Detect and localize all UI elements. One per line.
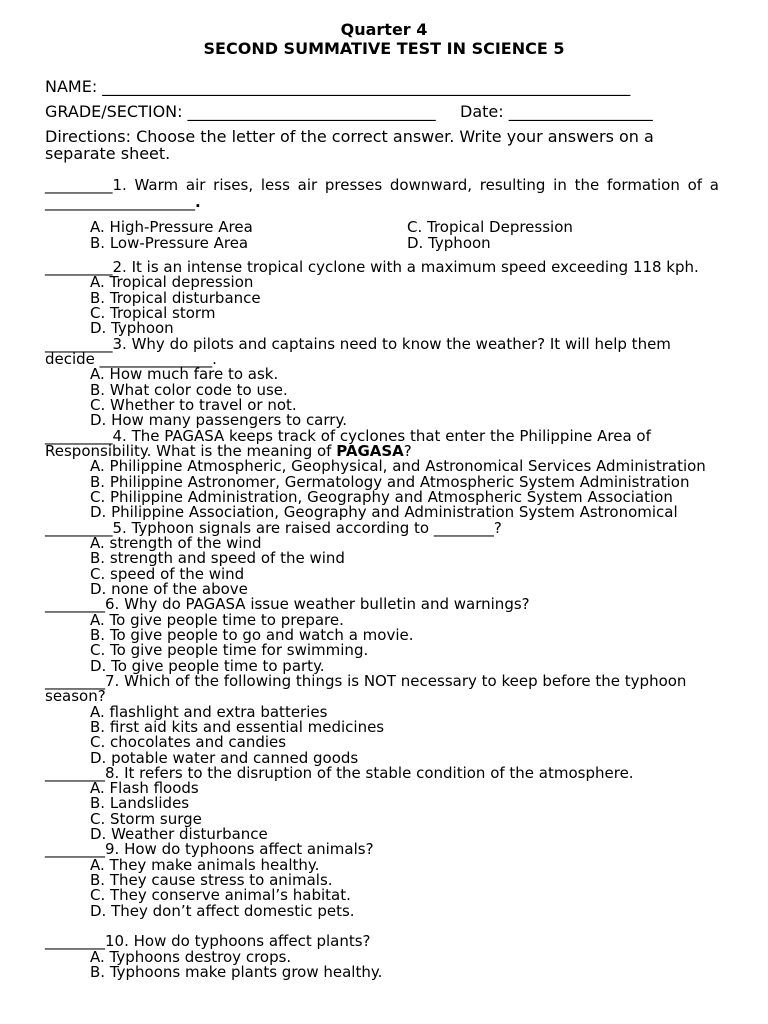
question-prompt [45,426,719,460]
question-4 [45,426,719,522]
question-6 [45,597,719,674]
option-d: D. Philippine Association, Geography and Administration System Astronomical [90,503,678,522]
question-prompt: ________10. How do typhoons affect plants? [45,932,371,951]
option-c: C. Whether to travel or not. [90,395,297,414]
option-c: C. Philippine Administration, Geography and Atmospheric System Association [90,487,673,506]
option-c: C. Tropical storm [90,303,216,322]
option-d: D. They don’t affect domestic pets. [90,901,355,920]
option-a: A. strength of the wind [90,533,262,552]
name-field: NAME: __________________________________________________________________ [45,77,631,96]
directions: Directions: Choose the letter of the correct answer. Write your answers on a separate sheet. [45,127,654,163]
option-d: D. Weather disturbance [90,825,268,844]
question-list [45,260,719,980]
question-prompt: ________7. Which of the following things is NOT necessary to keep before the typhoon season? [45,671,687,706]
quarter-label: Quarter 4 [340,20,428,39]
option-a: A. To give people time to prepare. [90,610,344,629]
option-b: B. first aid kits and essential medicines [90,717,385,736]
question-7 [45,671,719,767]
option-b: B. Philippine Astronomer, Germatology and Atmospheric System Administration [90,472,690,491]
option-c: C. speed of the wind [90,564,245,583]
option-a: A. Philippine Atmospheric, Geophysical, and Astronomical Services Administration [90,457,706,476]
test-title: SECOND SUMMATIVE TEST IN SCIENCE 5 [203,39,565,58]
question-prompt-end: . [195,193,201,211]
question-prompt: _________2. It is an intense tropical cyclone with a maximum speed exceeding 118 kph. [45,258,699,276]
option-d: D. potable water and canned goods [90,748,359,767]
option-c: C. Storm surge [90,809,202,828]
prompt-end: ? [403,441,412,460]
option-b: B. What color code to use. [90,380,288,399]
option-a: A. flashlight and extra batteries [90,702,328,721]
option-b: B. They cause stress to animals. [90,871,333,890]
option-b: B. strength and speed of the wind [90,549,345,568]
option-a: A. Flash floods [90,779,199,798]
question-2 [45,260,719,337]
option-a: A. Tropical depression [90,273,254,292]
question-prompt: _________5. Typhoon signals are raised according to ________? [45,518,502,537]
question-prompt: ________9. How do typhoons affect animals? [45,840,374,859]
question-9 [45,842,719,919]
option-d: D. To give people time to party. [90,656,325,675]
option-d: D. none of the above [90,579,248,598]
option-a: A. Typhoons destroy crops. [90,947,292,966]
prompt-emphasis: PAGASA [336,441,404,460]
date-field: Date: __________________ [460,102,653,121]
grade-section-field: GRADE/SECTION: _______________________________ [45,102,436,121]
question-5 [45,518,719,598]
question-3 [45,334,719,430]
question-10 [45,934,719,980]
question-prompt: ________6. Why do PAGASA issue weather bulletin and warnings? [45,595,530,614]
option-a: A. High-Pressure Area [90,218,253,236]
question-1-options [90,219,573,251]
test-header [0,20,768,58]
option-d: D. Typhoon [90,319,174,338]
question-prompt: ________8. It refers to the disruption of the stable condition of the atmosphere. [45,763,634,782]
option-c: C. Tropical Depression [407,218,573,236]
question-prompt: _________3. Why do pilots and captains need to know the weather? It will help them decide _______________. [45,334,671,368]
question-8 [45,763,719,844]
prompt-text: _________4. The PAGASA keeps track of cyclones that enter the Philippine Area of Responsibility. What is the meaning of [45,426,651,460]
option-b: B. Tropical disturbance [90,288,261,307]
option-b: B. To give people to go and watch a movie. [90,625,414,644]
option-c: C. chocolates and candies [90,733,287,752]
question-1 [45,177,719,211]
option-b: B. Landslides [90,794,190,813]
option-d: D. Typhoon [407,234,491,252]
option-a: A. They make animals healthy. [90,855,320,874]
question-prompt: _________1. Warm air rises, less air presses downward, resulting in the formation of a ____________________ [45,176,719,211]
option-c: C. To give people time for swimming. [90,641,369,660]
option-b: B. Typhoons make plants grow healthy. [90,963,383,982]
option-a: A. How much fare to ask. [90,365,279,384]
option-d: D. How many passengers to carry. [90,411,347,430]
option-b: B. Low-Pressure Area [90,234,249,252]
option-c: C. They conserve animal’s habitat. [90,886,351,905]
